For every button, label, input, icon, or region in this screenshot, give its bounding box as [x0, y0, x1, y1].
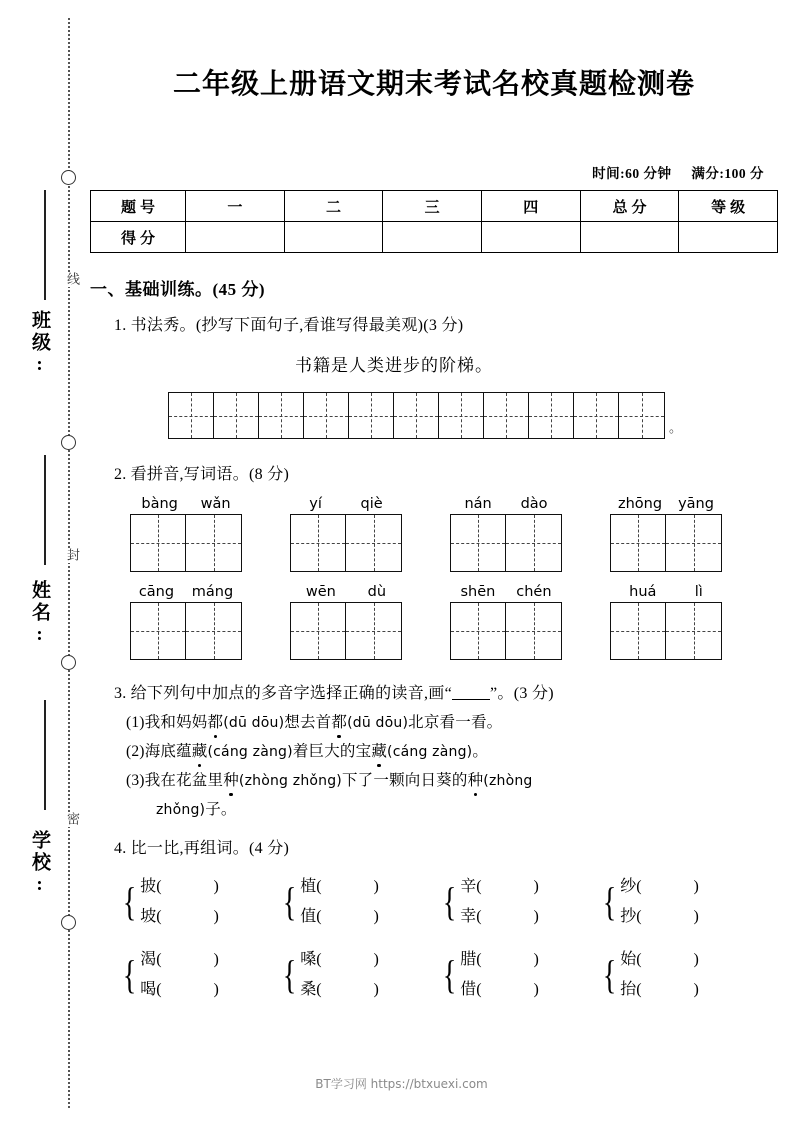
brace-icon: {: [602, 951, 617, 997]
score-header-0: 题号: [91, 191, 186, 222]
close-paren: ): [373, 980, 379, 998]
pinyin-answer-box[interactable]: [130, 602, 242, 660]
pinyin-syllable: huá: [629, 584, 657, 600]
pinyin-item: [610, 584, 770, 660]
grid-cell[interactable]: [451, 603, 506, 659]
item-text: 。: [472, 743, 489, 760]
grid-cell[interactable]: [259, 393, 304, 438]
footer-watermark: BT学习网 https://btxuexi.com: [315, 1077, 488, 1091]
compare-char: 值(: [300, 907, 322, 925]
seal-char-mi: 密: [56, 812, 82, 827]
compare-group: [600, 945, 760, 1004]
close-paren: ): [213, 951, 219, 969]
close-paren: ): [693, 907, 699, 925]
question-1-text: 书法秀。: [130, 317, 196, 334]
pinyin-text: [610, 496, 722, 512]
class-field-rule: [44, 190, 46, 300]
score-cell-5[interactable]: [580, 222, 679, 253]
pinyin-choice[interactable]: (dū dōu): [223, 715, 285, 731]
pinyin-text: [290, 584, 402, 600]
pinyin-item: [290, 496, 450, 572]
pinyin-syllable: dù: [367, 584, 387, 600]
seal-char-xian: 线: [56, 272, 82, 287]
brace-icon: {: [442, 878, 457, 924]
exam-paper: [90, 0, 803, 1122]
answer-blank-underline[interactable]: [452, 699, 490, 700]
compare-words: [620, 945, 699, 1004]
time-limit-label: 时间:60 分钟: [592, 166, 672, 181]
close-paren: ): [533, 907, 539, 925]
question-1-number: 1.: [114, 317, 127, 334]
compare-char: 桑(: [300, 980, 322, 998]
pinyin-item: [610, 496, 770, 572]
grid-cell[interactable]: [186, 515, 241, 571]
grid-cell[interactable]: [346, 515, 401, 571]
brace-icon: {: [442, 951, 457, 997]
grid-cell[interactable]: [439, 393, 484, 438]
item-number: (3): [126, 772, 145, 789]
grid-end-period: 。: [669, 420, 683, 435]
question-2-text: 看拼音,写词语。: [130, 466, 250, 483]
close-paren: ): [373, 907, 379, 925]
grid-cell[interactable]: [574, 393, 619, 438]
pinyin-answer-box[interactable]: [450, 514, 562, 572]
score-table-header-row: [91, 191, 778, 222]
compare-char: 辛(: [460, 878, 482, 895]
question-4-number: 4.: [114, 840, 127, 857]
seal-circle-2: [61, 435, 76, 450]
score-table-value-row: [91, 222, 778, 253]
pinyin-answer-box[interactable]: [130, 514, 242, 572]
close-paren: ): [213, 907, 219, 925]
pinyin-syllable: zhōng: [618, 496, 663, 512]
pinyin-row-2: [90, 584, 778, 660]
score-header-3: 三: [383, 191, 482, 222]
pinyin-syllable: wēn: [305, 584, 336, 600]
seal-circle-3: [61, 655, 76, 670]
pinyin-text: [290, 496, 402, 512]
dotted-char: 种: [223, 768, 239, 790]
seal-circle-4: [61, 915, 76, 930]
pinyin-syllable: cāng: [138, 584, 175, 600]
close-paren: ): [693, 951, 699, 969]
close-paren: ): [213, 980, 219, 998]
grid-cell[interactable]: [169, 393, 214, 438]
score-cell-4[interactable]: [481, 222, 580, 253]
handwriting-grid[interactable]: [168, 392, 665, 439]
compare-words: [300, 945, 379, 1004]
close-paren: ): [213, 878, 219, 895]
compare-group: [120, 945, 280, 1004]
brace-icon: {: [602, 878, 617, 924]
pinyin-answer-box[interactable]: [610, 514, 722, 572]
compare-group: [600, 872, 760, 931]
pinyin-answer-box[interactable]: [610, 602, 722, 660]
question-3-prompt: [90, 680, 778, 703]
seal-circle-1: [61, 170, 76, 185]
pinyin-choice[interactable]: (dū dōu): [347, 715, 409, 731]
close-paren: ): [533, 980, 539, 998]
score-cell-6[interactable]: [679, 222, 778, 253]
pinyin-syllable: yí: [309, 496, 322, 512]
grid-cell[interactable]: [666, 603, 721, 659]
close-paren: ): [373, 951, 379, 969]
field-label-school: 学校:: [29, 830, 50, 898]
pinyin-text: [130, 496, 242, 512]
question-3-text-before: 给下列句中加点的多音字选择正确的读音,画“: [130, 685, 453, 702]
question-4-text: 比一比,再组词。: [130, 840, 250, 857]
grid-cell[interactable]: [131, 515, 186, 571]
question-3-item-3: [90, 768, 778, 790]
close-paren: ): [533, 878, 539, 895]
compare-char: 坡(: [140, 907, 162, 925]
question-3-number: 3.: [114, 685, 127, 702]
pinyin-row-1: [90, 496, 778, 572]
item-text: 我在花盆里: [144, 772, 224, 789]
grid-cell[interactable]: [394, 393, 439, 438]
grid-cell[interactable]: [611, 603, 666, 659]
score-header-1: 一: [186, 191, 285, 222]
grid-cell[interactable]: [131, 603, 186, 659]
question-2-prompt: [90, 461, 778, 484]
pinyin-item: [130, 584, 290, 660]
compare-char: 嗓(: [300, 951, 322, 969]
pinyin-answer-box[interactable]: [450, 602, 562, 660]
dotted-char: 藏: [192, 739, 208, 761]
compare-words: [460, 945, 539, 1004]
field-label-name: 姓名:: [29, 580, 50, 648]
item-text: 我和妈妈: [144, 714, 208, 731]
grid-cell[interactable]: [291, 603, 346, 659]
compare-char: 抄(: [620, 907, 642, 925]
pinyin-item: [290, 584, 450, 660]
grid-cell[interactable]: [506, 515, 561, 571]
compare-group: [440, 945, 600, 1004]
brace-icon: {: [122, 878, 137, 924]
compare-words: [140, 872, 219, 931]
grid-cell[interactable]: [619, 393, 664, 438]
compare-char: 渴(: [140, 951, 162, 969]
close-paren: ): [373, 878, 379, 895]
pinyin-text: [450, 584, 562, 600]
question-3-text-after: ”。: [490, 685, 514, 702]
compare-char: 纱(: [620, 878, 642, 895]
brace-icon: {: [282, 878, 297, 924]
dotted-char: 都: [331, 710, 347, 732]
grid-cell[interactable]: [451, 515, 506, 571]
score-header-4: 四: [481, 191, 580, 222]
item-text: 北京看一看。: [408, 714, 503, 731]
score-cell-3[interactable]: [383, 222, 482, 253]
compare-group: [280, 872, 440, 931]
compare-words-row-2: [90, 945, 778, 1004]
name-field-rule: [44, 455, 46, 565]
pinyin-choice[interactable]: (zhòng: [483, 773, 533, 789]
question-2-points: (8 分): [249, 466, 290, 483]
question-1-points: (3 分): [423, 317, 464, 334]
pinyin-syllable: bàng: [141, 496, 178, 512]
question-4-points: (4 分): [249, 840, 290, 857]
pinyin-choice[interactable]: (cáng zàng): [207, 744, 293, 760]
question-3-item-2: [90, 739, 778, 761]
pinyin-answer-box[interactable]: [290, 514, 402, 572]
score-header-2: 二: [284, 191, 383, 222]
compare-group: [280, 945, 440, 1004]
item-text: 着巨大的宝: [292, 743, 372, 760]
grid-cell[interactable]: [291, 515, 346, 571]
pinyin-answer-box[interactable]: [290, 602, 402, 660]
compare-words: [460, 872, 539, 931]
pinyin-item: [450, 584, 610, 660]
brace-icon: {: [122, 951, 137, 997]
compare-char: 喝(: [140, 980, 162, 998]
handwriting-grid-wrap: [90, 392, 778, 439]
compare-char: 抬(: [620, 980, 642, 998]
pinyin-syllable: qiè: [360, 496, 383, 512]
compare-char: 植(: [300, 878, 322, 895]
grid-cell[interactable]: [666, 515, 721, 571]
page-title: 二年级上册语文期末考试名校真题检测卷: [172, 69, 695, 100]
section-1-heading: [90, 275, 778, 300]
total-score-label: 满分:100 分: [691, 166, 764, 181]
question-3-points: (3 分): [513, 685, 554, 702]
close-paren: ): [533, 951, 539, 969]
question-1-note: (抄写下面句子,看谁写得最美观): [195, 317, 424, 334]
pinyin-choice-wrap[interactable]: zhǒng): [156, 802, 206, 818]
score-header-5: 总分: [580, 191, 679, 222]
dotted-char: 种: [468, 768, 484, 790]
compare-group: [440, 872, 600, 931]
grid-cell[interactable]: [529, 393, 574, 438]
close-paren: ): [693, 878, 699, 895]
compare-words: [300, 872, 379, 931]
compare-char: 披(: [140, 878, 162, 895]
pinyin-syllable: dào: [520, 496, 548, 512]
item-text: 下了一颗向日葵的: [341, 772, 468, 789]
section-1-title: 一、基础训练。: [90, 280, 213, 299]
score-cell-1[interactable]: [186, 222, 285, 253]
item-text: 想去首: [284, 714, 332, 731]
pinyin-syllable: nán: [464, 496, 492, 512]
grid-cell[interactable]: [349, 393, 394, 438]
pinyin-choice[interactable]: (zhòng zhǒng): [238, 773, 342, 789]
item-text: 海底蕴: [144, 743, 192, 760]
brace-icon: {: [282, 951, 297, 997]
compare-char: 幸(: [460, 907, 482, 925]
pinyin-choice[interactable]: (cáng zàng): [387, 744, 473, 760]
question-4-prompt: [90, 835, 778, 858]
item-text: 子。: [205, 801, 237, 818]
grid-cell[interactable]: [611, 515, 666, 571]
item-number: (1): [126, 714, 145, 731]
compare-char: 始(: [620, 951, 642, 969]
close-paren: ): [693, 980, 699, 998]
copy-sentence: 书籍是人类进步的阶梯。: [295, 356, 493, 375]
item-number: (2): [126, 743, 145, 760]
school-field-rule: [44, 700, 46, 810]
dotted-char: 都: [208, 710, 224, 732]
section-1-points: (45 分): [212, 280, 266, 299]
pinyin-syllable: yāng: [678, 496, 714, 512]
pinyin-item: [130, 496, 290, 572]
pinyin-text: [130, 584, 242, 600]
score-header-6: 等级: [679, 191, 778, 222]
pinyin-syllable: máng: [191, 584, 234, 600]
score-row-label: 得分: [91, 222, 186, 253]
grid-cell[interactable]: [304, 393, 349, 438]
dotted-char: 藏: [371, 739, 387, 761]
question-3-item-3-wrap: [90, 797, 778, 819]
score-cell-2[interactable]: [284, 222, 383, 253]
pinyin-syllable: lì: [694, 584, 703, 600]
pinyin-text: [610, 584, 722, 600]
question-3-item-1: [90, 710, 778, 732]
grid-cell[interactable]: [346, 603, 401, 659]
compare-words-row-1: [90, 872, 778, 931]
pinyin-item: [450, 496, 610, 572]
question-1-prompt: [90, 312, 778, 335]
compare-char: 腊(: [460, 951, 482, 969]
compare-words: [140, 945, 219, 1004]
compare-words: [620, 872, 699, 931]
grid-cell[interactable]: [484, 393, 529, 438]
compare-group: [120, 872, 280, 931]
field-label-class: 班级:: [29, 310, 50, 378]
pinyin-syllable: shēn: [460, 584, 496, 600]
seal-margin: [0, 0, 90, 1122]
question-2-number: 2.: [114, 466, 127, 483]
grid-cell[interactable]: [506, 603, 561, 659]
pinyin-text: [450, 496, 562, 512]
grid-cell[interactable]: [214, 393, 259, 438]
exam-meta: [90, 162, 778, 182]
seal-char-feng: 封: [56, 548, 82, 563]
score-table: [90, 190, 778, 253]
pinyin-syllable: wǎn: [200, 496, 231, 512]
grid-cell[interactable]: [186, 603, 241, 659]
compare-char: 借(: [460, 980, 482, 998]
pinyin-syllable: chén: [516, 584, 552, 600]
